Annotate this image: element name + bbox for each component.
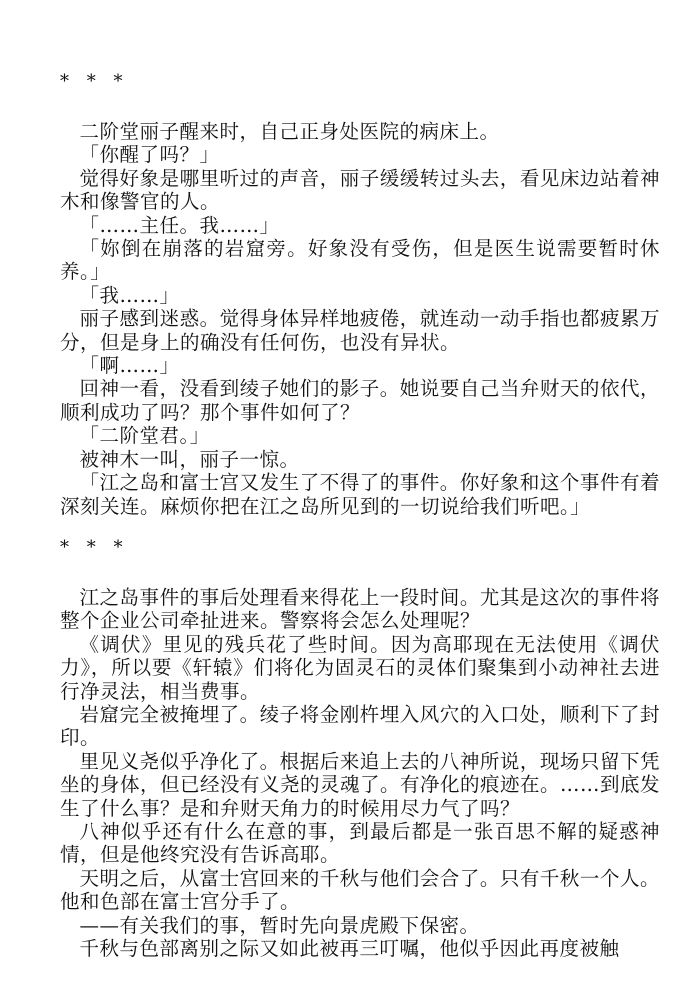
dialogue-line: 「二阶堂君。」 [79,424,210,448]
paragraph: ——有关我们的事，暂时先向景虎殿下保密。 [79,913,480,937]
paragraph: 丽子感到迷惑。觉得身体异样地疲倦，就连动一动手指也都疲累万分，但是身上的确没有任何伤，也没有异状。 [60,307,660,354]
spacer [60,518,660,536]
paragraph: 八神似乎还有什么在意的事，到最后都是一张百思不解的疑惑神情，但是他终究没有告诉高耶。 [60,819,660,867]
dialogue-line: 「江之岛和富士宫又发生了不得了的事件。你好象和这个事件有着深刻关连。麻烦你把在江之岛所见到的一切说给我们听吧。」 [60,471,660,518]
document-page [60,70,660,960]
spacer [60,560,660,586]
paragraph: 《调伏》里见的残兵花了些时间。因为高耶现在无法使用《调伏力》，所以要《轩辕》们将化为固灵石的灵体们聚集到小动神社去进行净灵法，相当费事。 [60,632,660,703]
dialogue-line: 「啊……」 [79,354,180,378]
paragraph: 觉得好象是哪里听过的声音，丽子缓缓转过头去，看见床边站着神木和像警官的人。 [60,166,660,214]
dialogue-line: 「我……」 [79,283,180,307]
paragraph: 回神一看，没看到绫子她们的影子。她说要自己当弁财天的依代，顺利成功了吗？那个事件如何了？ [60,377,660,424]
paragraph: 里见义尧似乎净化了。根据后来追上去的八神所说，现场只留下凭坐的身体，但已经没有义尧的灵魂了。有净化的痕迹在。……到底发生了什么事？是和弁财天角力的时候用尽力气了吗？ [60,749,661,820]
paragraph: 江之岛事件的事后处理看来得花上一段时间。尤其是这次的事件将整个企业公司牵扯进来。警察将会怎么处理呢？ [60,585,660,633]
paragraph: 被神木一叫，丽子一惊。 [79,447,300,471]
paragraph: 天明之后，从富士宫回来的千秋与他们会合了。只有千秋一个人。他和色部在富士宫分手了。 [60,866,660,914]
paragraph: 二阶堂丽子醒来时，自己正身处医院的病床上。 [79,120,500,143]
section-separator: * * * [60,71,129,92]
paragraph: 千秋与色部离别之际又如此被再三叮嘱，他似乎因此再度被触 [79,937,620,960]
section-separator: * * * [60,536,129,558]
spacer [60,94,660,120]
dialogue-line: 「妳倒在崩落的岩窟旁。好象没有受伤，但是医生说需要暂时休养。」 [60,237,660,284]
dialogue-line: 「……主任。我……」 [79,213,280,237]
dialogue-line: 「你醒了吗？」 [79,143,220,167]
paragraph: 岩窟完全被掩埋了。绫子将金刚杵埋入风穴的入口处，顺利下了封印。 [60,702,660,750]
